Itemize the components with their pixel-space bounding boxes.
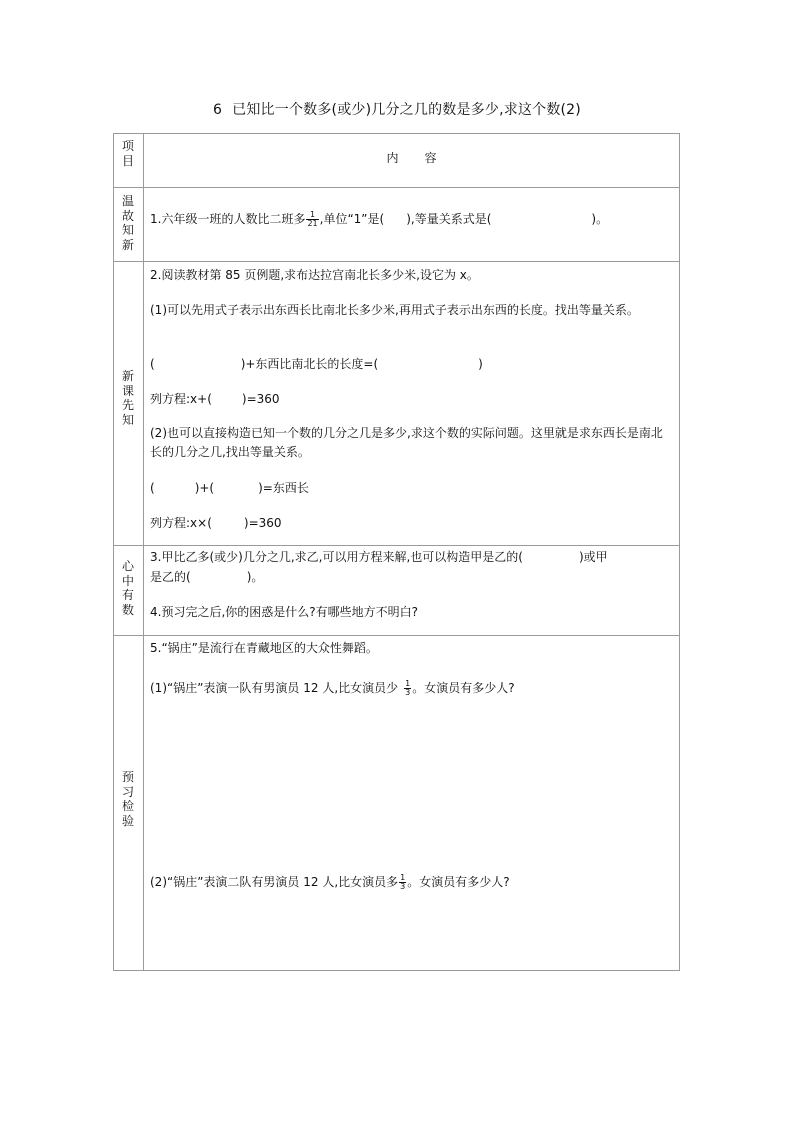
equation-1-a: ( (150, 357, 155, 371)
header-content-a: 内 (386, 151, 399, 165)
row-divider (113, 545, 680, 546)
column-divider (143, 133, 144, 971)
section-label-heart (113, 559, 143, 617)
question-3-line-2 (150, 569, 263, 586)
question-3-text-d: )。 (246, 570, 264, 584)
section-label-review (113, 194, 143, 252)
question-3-text-c: 是乙的( (150, 570, 191, 584)
fraction-numerator: 1 (400, 873, 406, 882)
header-item-text: 项目 (121, 139, 134, 168)
question-1-text-d: )。 (591, 212, 609, 226)
question-4: 4.预习完之后,你的困惑是什么?有哪些地方不明白? (150, 605, 419, 619)
section-label-heart-text: 心中有数 (121, 559, 134, 617)
question-5-part-1 (150, 680, 515, 697)
fraction-numerator: 1 (405, 679, 411, 688)
question-1-text-a: 1.六年级一班的人数比二班多 (150, 212, 306, 226)
equation-2-a: 列方程:x+( (150, 392, 212, 406)
fraction-numerator: 1 (306, 211, 318, 220)
header-content-label (143, 149, 680, 166)
equation-4 (150, 515, 282, 532)
section-label-check (113, 770, 143, 828)
section-label-new-lesson (113, 369, 143, 427)
fraction-1-3 (404, 680, 411, 697)
fraction-1-3 (399, 874, 406, 891)
fraction-denominator: 21 (307, 219, 318, 228)
header-content-b: 容 (424, 151, 437, 165)
question-5-part-2-a: (2)“锅庄”表演二队有男演员 12 人,比女演员多 (150, 875, 399, 889)
equation-1-c: ) (478, 357, 483, 371)
equation-3-a: ( (150, 481, 155, 495)
section-label-review-text: 温故知新 (121, 194, 134, 252)
question-2-part-2: (2)也可以直接构造已知一个数的几分之几是多少,求这个数的实际问题。这里就是求东西长是南北长的几分之几,找出等量关系。 (150, 426, 663, 459)
question-5-part-1-a: (1)“锅庄”表演一队有男演员 12 人,比女演员少 (150, 681, 399, 695)
equation-1-b: )+东西比南北长的长度=( (240, 357, 379, 371)
equation-4-a: 列方程:x×( (150, 516, 212, 530)
section-label-new-lesson-text: 新课先知 (121, 369, 134, 427)
fraction-denominator: 3 (400, 882, 406, 891)
equation-2-b: )=360 (241, 392, 280, 406)
equation-3-c: )=东西长 (258, 481, 309, 495)
question-5-intro: 5.“锅庄”是流行在青藏地区的大众性舞蹈。 (150, 641, 378, 655)
question-2-intro: 2.阅读教材第 85 页例题,求布达拉宫南北长多少米,设它为 x。 (150, 268, 479, 282)
question-3-text-b: )或甲 (578, 550, 608, 564)
question-3-line-1 (150, 549, 608, 566)
row-divider (113, 187, 680, 188)
equation-3 (150, 480, 309, 497)
lesson-number: 6 (213, 102, 223, 118)
equation-4-b: )=360 (243, 516, 282, 530)
header-item-label (113, 139, 143, 168)
question-3-text-a: 3.甲比乙多(或少)几分之几,求乙,可以用方程来解,也可以构造甲是乙的( (150, 550, 523, 564)
question-5-part-1-b: 。女演员有多少人? (412, 681, 515, 695)
row-divider (113, 635, 680, 636)
question-1 (150, 211, 608, 228)
row-divider (113, 261, 680, 262)
fraction-denominator: 3 (405, 688, 411, 697)
question-1-text-c: ),等量关系式是( (406, 212, 492, 226)
page-title (0, 99, 794, 119)
question-2-part-1: (1)可以先用式子表示出东西长比南北长多少米,再用式子表示出东西的长度。找出等量关系。 (150, 303, 639, 317)
question-1-text-b: ,单位“1”是( (319, 212, 385, 226)
fraction-1-21 (306, 211, 318, 228)
section-label-check-text: 预习检验 (121, 770, 134, 828)
equation-1 (150, 356, 483, 373)
question-5-part-2 (150, 874, 510, 891)
equation-3-b: )+( (194, 481, 215, 495)
equation-2 (150, 391, 280, 408)
lesson-title: 已知比一个数多(或少)几分之几的数是多少,求这个数(2) (232, 102, 581, 118)
question-5-part-2-b: 。女演员有多少人? (407, 875, 510, 889)
